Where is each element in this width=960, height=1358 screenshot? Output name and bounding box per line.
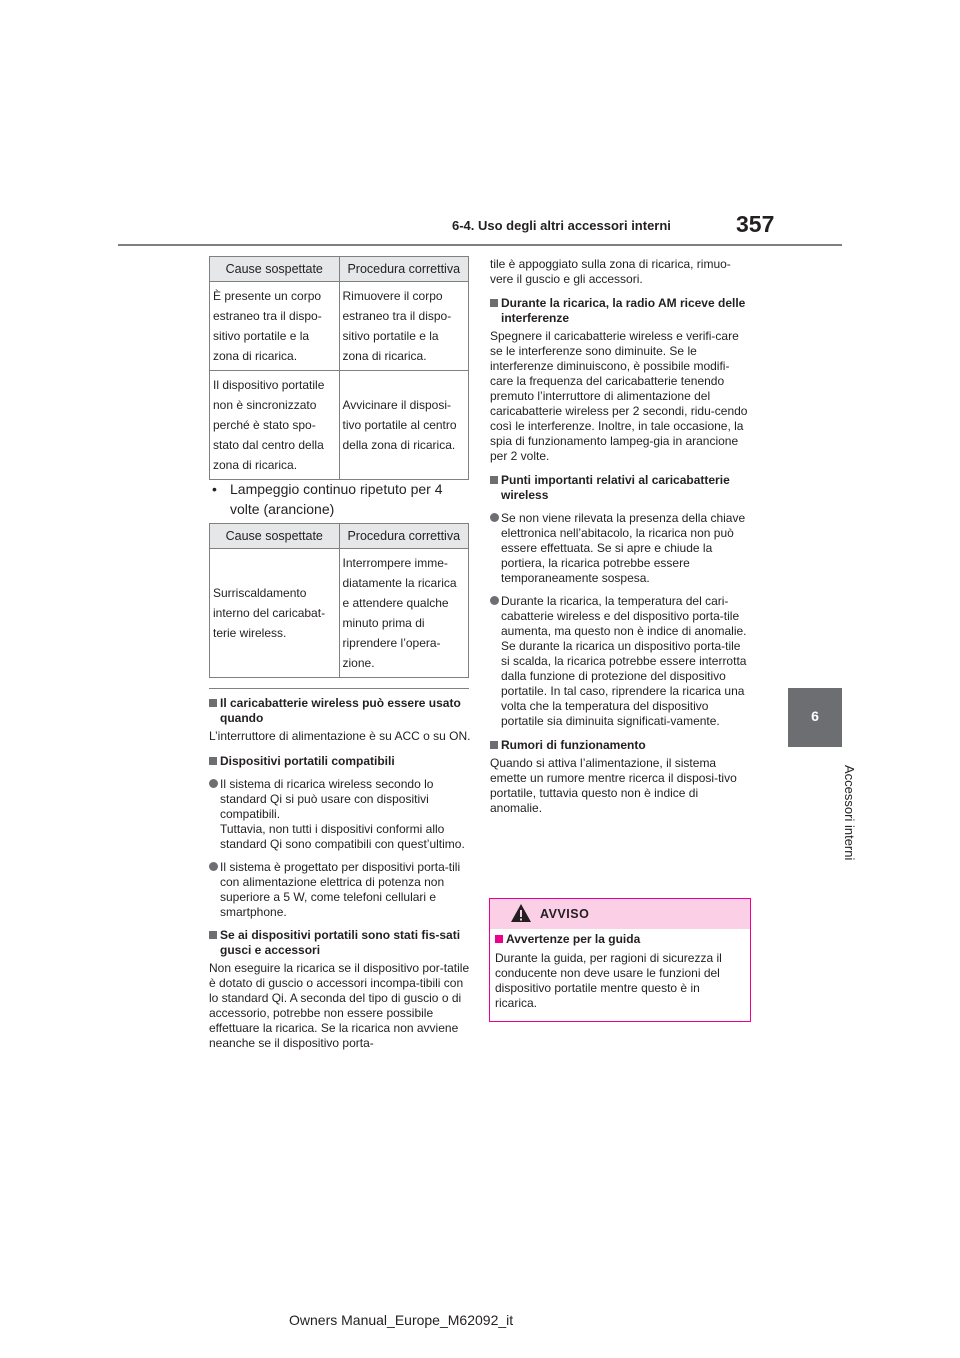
table-header-row <box>210 257 469 282</box>
table-header-cell: Procedura correttiva <box>339 257 469 282</box>
heading-am-radio: Durante la ricarica, la radio AM riceve delle interferenze <box>490 296 752 326</box>
blink-note: Lampeggio continuo ripetuto per 4 volte (arancione) <box>230 481 443 517</box>
heading-cases: Se ai dispositivi portatili sono stati fis-sati gusci e accessori <box>209 928 471 958</box>
round-bullet-icon <box>490 513 499 522</box>
table-header-row <box>210 524 469 549</box>
table-cell: Surriscaldamento interno del caricabat-terie wireless. <box>210 549 340 678</box>
table-row <box>210 549 469 678</box>
table-row <box>210 371 469 480</box>
table-header-cell: Procedura correttiva <box>339 524 469 549</box>
section-title: 6-4. Uso degli altri accessori interni <box>452 218 671 233</box>
bullet-marker: • <box>212 481 217 497</box>
paragraph: Quando si attiva l’alimentazione, il sistema emette un rumore mentre ricerca il disposi-tivo portatile, tuttavia questo non è indice di anomalie. <box>490 756 737 815</box>
square-bullet-icon <box>209 757 217 765</box>
round-bullet-icon <box>490 596 499 605</box>
round-bullet-icon <box>209 779 218 788</box>
table-cell: Avvicinare il disposi-tivo portatile al centro della zona di ricarica. <box>339 371 469 480</box>
warning-title: AVVISO <box>540 907 590 921</box>
left-column <box>209 696 471 1051</box>
warning-heading: Avvertenze per la guida <box>495 932 745 947</box>
footer-text: Owners Manual_Europe_M62092_it <box>289 1312 514 1328</box>
square-bullet-icon <box>209 699 217 707</box>
warning-triangle-icon <box>510 903 532 927</box>
warning-body <box>490 929 750 1014</box>
heading-important-points: Punti importanti relativi al caricabatterie wireless <box>490 473 752 503</box>
heading-usage: Il caricabatterie wireless può essere usato quando <box>209 696 471 726</box>
table-cell: È presente un corpo estraneo tra il dispo-sitivo portatile e la zona di ricarica. <box>210 282 340 371</box>
causes-table-2 <box>209 523 469 678</box>
list-item: Il sistema di ricarica wireless secondo lo standard Qi si può usare con dispositivi compatibili. Tuttavia, non tutti i dispositivi conformi allo standard Qi sono compatibili con quest’ultimo. <box>209 777 471 852</box>
table-row <box>210 282 469 371</box>
table-header-cell: Cause sospettate <box>210 524 340 549</box>
square-bullet-icon <box>495 935 503 943</box>
list-item: Il sistema è progettato per dispositivi porta-tili con alimentazione elettrica di potenza non superiore a 5 W, come telefoni cellulari e smartphone. <box>209 860 471 920</box>
warning-box <box>489 898 751 1022</box>
round-bullet-icon <box>209 862 218 871</box>
square-bullet-icon <box>490 476 498 484</box>
list-item: Durante la ricarica, la temperatura del cari-cabatterie wireless e del dispositivo porta-tile aumenta, ma questo non è indice di anomalie. Se durante la ricarica un dispositivo porta-tile si scalda, la ricarica potrebbe essere interrotta dalla funzione di protezione del dispositivo portatile. In tal caso, riprendere la ricarica una volta che la temperatura del dispositivo portatile sia diminuita significati-vamente. <box>490 594 752 729</box>
square-bullet-icon <box>490 299 498 307</box>
square-bullet-icon <box>209 931 217 939</box>
heading-noise: Rumori di funzionamento <box>490 738 752 753</box>
right-column <box>490 257 752 816</box>
square-bullet-icon <box>490 741 498 749</box>
paragraph: tile è appoggiato sulla zona di ricarica, rimuo-vere il guscio e gli accessori. <box>490 257 731 286</box>
table-header-cell: Cause sospettate <box>210 257 340 282</box>
warning-text: Durante la guida, per ragioni di sicurezza il conducente non deve usare le funzioni del dispositivo portatile mentre questo è in ricarica. <box>495 951 722 1010</box>
divider <box>209 688 469 689</box>
table-cell: Il dispositivo portatile non è sincronizzato perché è stato spo-stato dal centro della zona di ricarica. <box>210 371 340 480</box>
list-item: Se non viene rilevata la presenza della chiave elettronica nell’abitacolo, la ricarica non può essere effettuata. Se si apre e chiude la portiera, la ricarica potrebbe essere temporaneamente sospesa. <box>490 511 752 586</box>
warning-header <box>490 899 750 929</box>
table-cell: Rimuovere il corpo estraneo tra il dispo-sitivo portatile e la zona di ricarica. <box>339 282 469 371</box>
paragraph: L’interruttore di alimentazione è su ACC o su ON. <box>209 729 471 743</box>
chapter-label: Accessori interni <box>842 765 857 861</box>
paragraph: Non eseguire la ricarica se il dispositivo por-tatile è dotato di guscio o accessori incompa-tibili con lo standard Qi. A seconda del tipo di guscio o di accessorio, potrebbe non essere possibile effettuare la ricarica. Se la ricarica non avviene neanche se il dispositivo porta- <box>209 961 470 1050</box>
table-cell: Interrompere imme-diatamente la ricarica e attendere qualche minuto prima di riprendere l’opera-zione. <box>339 549 469 678</box>
heading-compatible: Dispositivi portatili compatibili <box>209 754 471 769</box>
causes-table-1 <box>209 256 469 480</box>
page-number: 357 <box>736 211 775 237</box>
chapter-tab <box>788 688 842 747</box>
paragraph: Spegnere il caricabatterie wireless e verifi-care se le interferenze sono diminuite. Se le interferenze diminuiscono, è possibile modifi-care la frequenza del caricabatterie tenendo premuto l’interruttore di alimentazione del caricabatterie wireless per 2 secondi, ridu-cendo così le interferenze. Inoltre, in tale occasione, la spia di funzionamento lampeg-gia in arancione per 2 volte. <box>490 329 748 463</box>
chapter-number: 6 <box>811 708 819 724</box>
header-rule <box>118 244 842 246</box>
